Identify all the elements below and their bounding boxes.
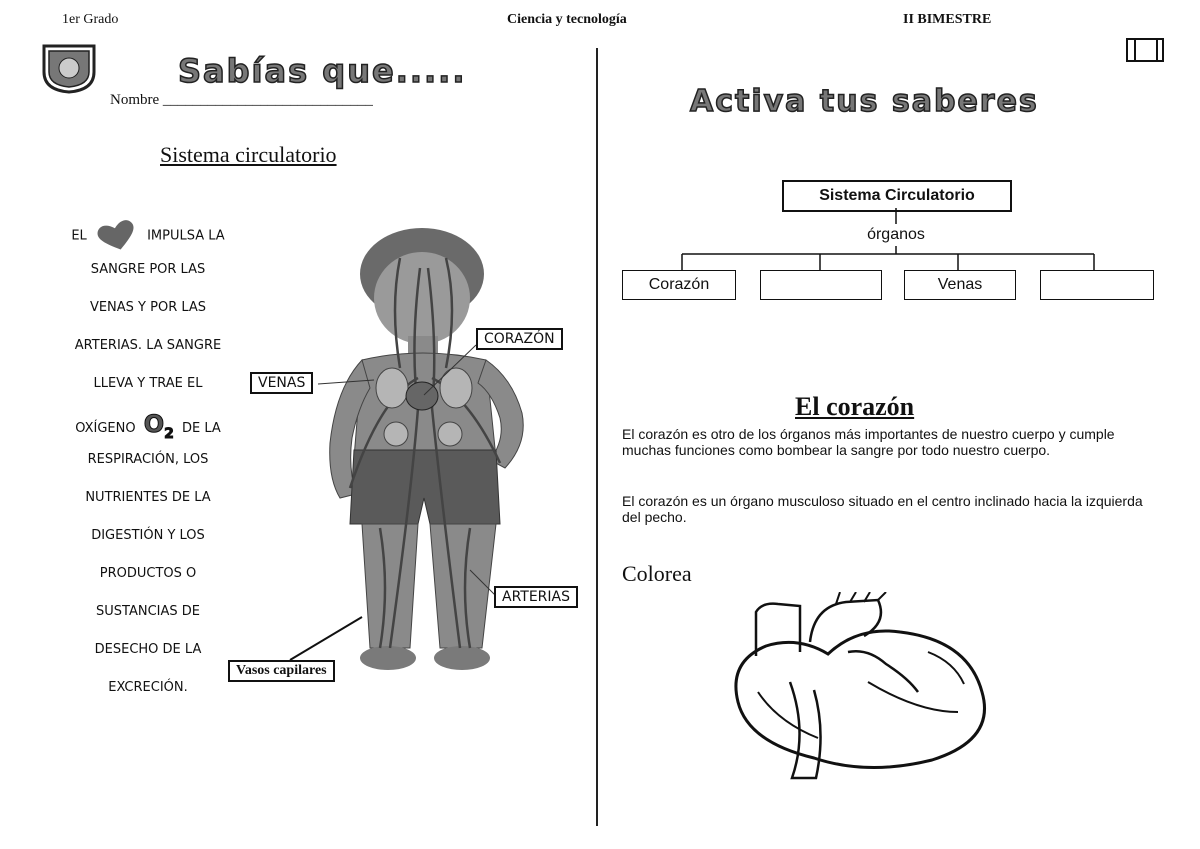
grade-label: 1er Grado xyxy=(62,12,119,27)
right-title: Activa tus saberes xyxy=(690,84,1039,119)
subject-label: Ciencia y tecnología xyxy=(507,12,627,27)
colorea-label: Colorea xyxy=(622,561,692,586)
paragraph-1: El corazón es otro de los órganos más importantes de nuestro cuerpo y cumple muchas funciones como bombear la sangre por todo nuestro cuerpo. xyxy=(622,426,1115,458)
diagram-box-4[interactable] xyxy=(1040,270,1154,300)
period-label: II BIMESTRE xyxy=(903,12,992,27)
diagram-box-1: Corazón xyxy=(622,270,736,300)
text-line-8: NUTRIENTES DE LA xyxy=(85,490,211,505)
text-line-9: DIGESTIÓN Y LOS xyxy=(91,528,205,543)
left-title: Sabías que..... xyxy=(178,52,467,90)
paragraph-2: El corazón es un órgano musculoso situado en el centro inclinado hacia la izquierda del pecho. xyxy=(622,493,1143,525)
text-line-2: SANGRE POR LAS xyxy=(90,262,206,277)
text-line-10: PRODUCTOS O xyxy=(99,566,197,581)
page-marker-box xyxy=(1126,38,1164,62)
text-line-4: ARTERIAS. LA SANGRE xyxy=(74,338,222,353)
diagram-box-3: Venas xyxy=(904,270,1016,300)
text-line-6: OXÍGENO $O_2$ DE LA xyxy=(75,410,221,442)
label-corazon: CORAZÓN xyxy=(476,328,563,350)
text-line-13: EXCRECIÓN. xyxy=(108,680,188,695)
text-line-5: LLEVA Y TRAE EL xyxy=(93,376,203,391)
name-field-label: Nombre ____________________________ xyxy=(110,92,373,108)
label-arterias: ARTERIAS xyxy=(494,586,578,608)
section-title: El corazón xyxy=(795,392,915,421)
text-line-11: SUSTANCIAS DE xyxy=(96,604,200,619)
text-line-7: RESPIRACIÓN, LOS xyxy=(87,452,209,467)
left-subtitle: Sistema circulatorio xyxy=(160,142,337,167)
text-line-12: DESECHO DE LA xyxy=(94,642,202,657)
diagram-root-box: Sistema Circulatorio xyxy=(782,180,1012,212)
heart-coloring-illustration xyxy=(718,592,1000,782)
diagram-box-2[interactable] xyxy=(760,270,882,300)
o2-symbol-icon: $O_2$ xyxy=(143,410,174,442)
text-line-1: EL IMPULSA LA xyxy=(38,220,258,252)
label-venas: VENAS xyxy=(250,372,313,394)
text-line-3: VENAS Y POR LAS xyxy=(89,300,207,315)
diagram-connector-label: órganos xyxy=(867,226,925,243)
label-vasos-capilares: Vasos capilares xyxy=(228,660,335,682)
